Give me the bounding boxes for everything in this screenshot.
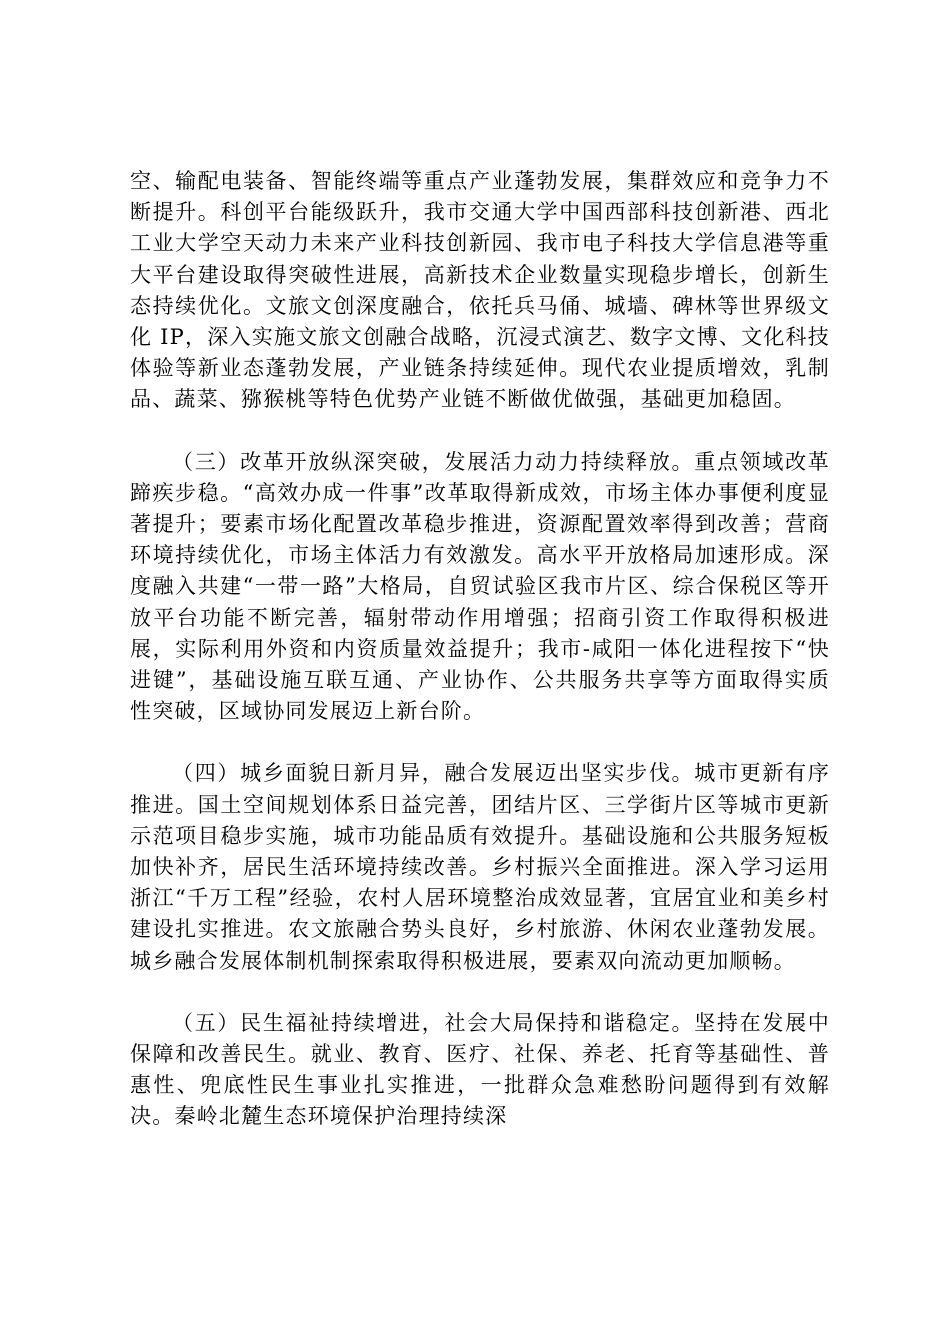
paragraph-urban-rural: （四）城乡面貌日新月异，融合发展迈出坚实步伐。城市更新有序推进。国土空间规划体系日益完善，团结片区、三学街片区等城市更新示范项目稳步实施，城市功能品质有效提升。基础设施和公共服务短板加快补齐，居民生活环境持续改善。乡村振兴全面推进。深入学习运用浙江“千万工程”经验，农村人居环境整治成效显著，宜居宜业和美乡村建设扎实推进。农文旅融合势头良好，乡村旅游、休闲农业蓬勃发展。城乡融合发展体制机制探索取得积极进展，要素双向流动更加顺畅。 [130, 761, 830, 973]
document-body [130, 166, 830, 1164]
paragraph-industry-development: 空、输配电装备、智能终端等重点产业蓬勃发展，集群效应和竞争力不断提升。科创平台能级跃升，我市交通大学中国西部科技创新港、西北工业大学空天动力未来产业科技创新园、我市电子科技大学信息港等重大平台建设取得突破性进展，高新技术企业数量实现稳步增长，创新生态持续优化。文旅文创深度融合，依托兵马俑、城墙、碑林等世界级文化 IP，深入实施文旅文创融合战略，沉浸式演艺、数字文博、文化科技体验等新业态蓬勃发展，产业链条持续延伸。现代农业提质增效，乳制品、蔬菜、猕猴桃等特色优势产业链不断做优做强，基础更加稳固。 [130, 169, 830, 412]
paragraph-livelihood: （五）民生福祉持续增进，社会大局保持和谐稳定。坚持在发展中保障和改善民生。就业、教育、医疗、社保、养老、托育等基础性、普惠性、兜底性民生事业扎实推进，一批群众急难愁盼问题得到有效解决。秦岭北麓生态环境保护治理持续深 [130, 1010, 830, 1129]
paragraph-reform-opening: （三）改革开放纵深突破，发展活力动力持续释放。重点领域改革蹄疾步稳。“高效办成一件事”改革取得新成效，市场主体办事便利度显著提升；要素市场化配置改革稳步推进，资源配置效率得到改善；营商环境持续优化，市场主体活力有效激发。高水平开放格局加速形成。深度融入共建“一带一路”大格局，自贸试验区我市片区、综合保税区等开放平台功能不断完善，辐射带动作用增强；招商引资工作取得积极进展，实际利用外资和内资质量效益提升；我市-咸阳一体化进程按下“快进键”，基础设施互联互通、产业协作、公共服务共享等方面取得实质性突破，区域协同发展迈上新台阶。 [130, 449, 830, 724]
